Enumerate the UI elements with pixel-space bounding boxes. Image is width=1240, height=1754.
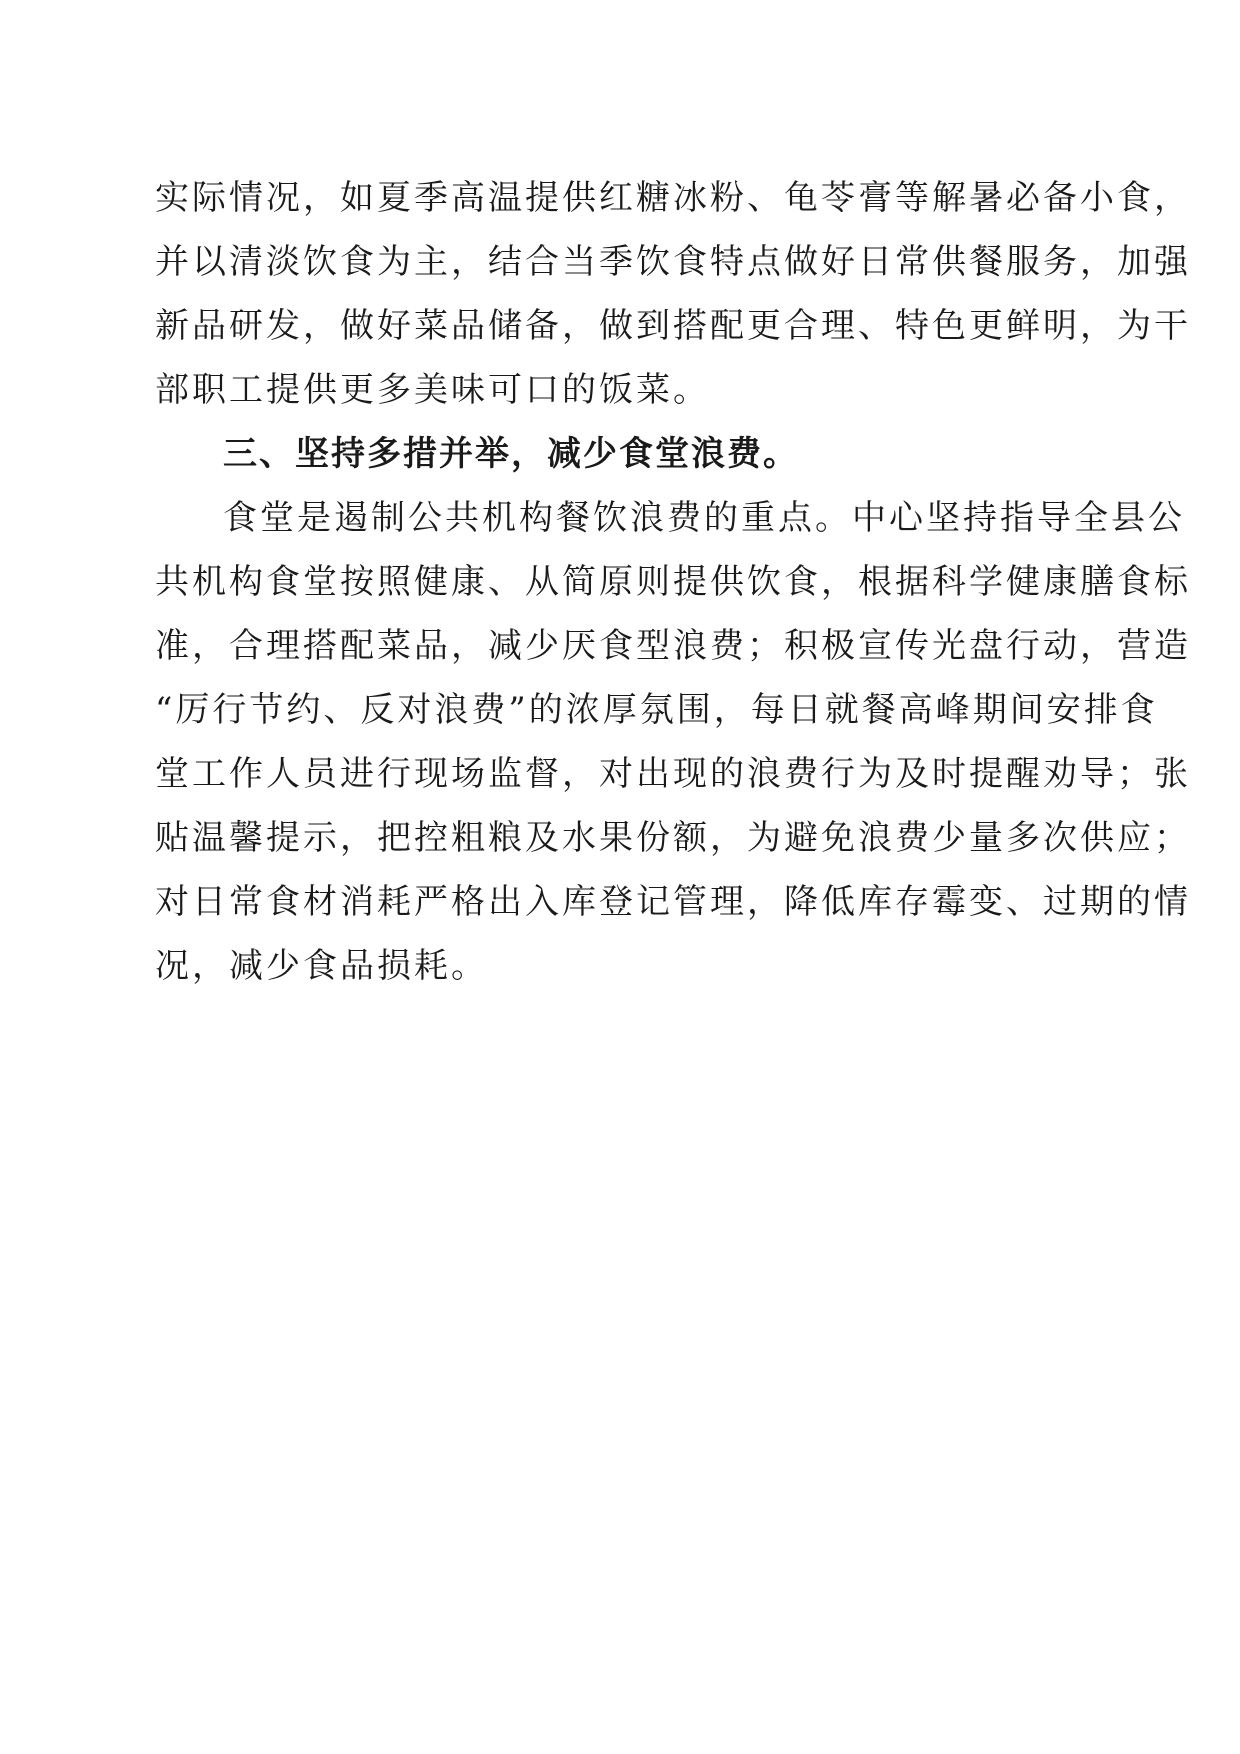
paragraph-line: 共机构食堂按照健康、从简原则提供饮食，根据科学健康膳食标 — [155, 562, 1191, 602]
document-body — [155, 166, 1191, 998]
paragraph-line: 部职工提供更多美味可口的饭菜。 — [155, 370, 710, 410]
section-heading: 三、坚持多措并举，减少食堂浪费。 — [223, 434, 799, 474]
paragraph-line: 贴温馨提示，把控粗粮及水果份额，为避免浪费少量多次供应； — [155, 818, 1191, 858]
paragraph-line: 对日常食材消耗严格出入库登记管理，降低库存霉变、过期的情 — [155, 882, 1191, 922]
paragraph-line: 食堂是遏制公共机构餐饮浪费的重点。中心坚持指导全县公 — [223, 498, 1185, 538]
paragraph-line: 况，减少食品损耗。 — [155, 946, 488, 986]
paragraph-line: “厉行节约、反对浪费”的浓厚氛围，每日就餐高峰期间安排食 — [155, 690, 1158, 730]
paragraph-line: 并以清淡饮食为主，结合当季饮食特点做好日常供餐服务，加强 — [155, 242, 1191, 282]
paragraph-reduce-waste — [155, 486, 1191, 998]
paragraph-line: 堂工作人员进行现场监督，对出现的浪费行为及时提醒劝导；张 — [155, 754, 1191, 794]
paragraph-line: 准，合理搭配菜品，减少厌食型浪费；积极宣传光盘行动，营造 — [155, 626, 1191, 666]
paragraph-canteen-service — [155, 166, 1191, 422]
paragraph-line: 新品研发，做好菜品储备，做到搭配更合理、特色更鲜明，为干 — [155, 306, 1191, 346]
paragraph-line: 实际情况，如夏季高温提供红糖冰粉、龟苓膏等解暑必备小食， — [155, 178, 1191, 218]
